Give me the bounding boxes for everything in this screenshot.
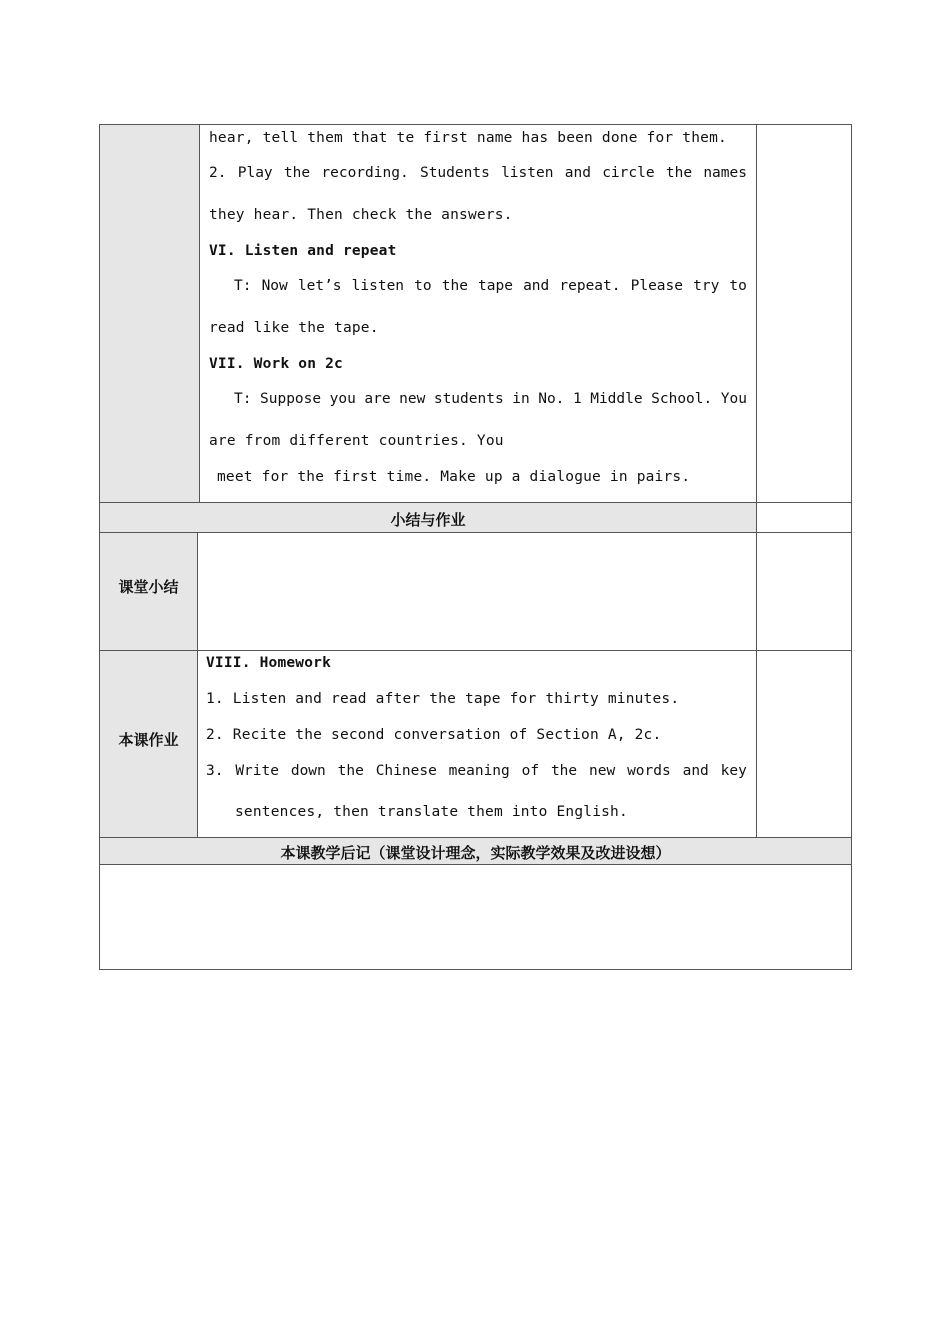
homework-item-3-word: key [720,763,747,779]
work-2c-word: are [364,391,391,407]
work-2c-continuation-1: are from different countries. You [209,433,504,449]
step-2-word: 2. [209,165,227,181]
summary-homework-title: 小结与作业 [390,511,466,529]
homework-item-3-word: meaning [448,763,510,779]
homework-item-3-word: new [589,763,616,779]
work-2c-word: You [720,391,747,407]
listen-repeat-line [234,278,747,294]
class-summary-right-cell [756,532,852,651]
listen-repeat-word: try [693,278,720,294]
listen-repeat-word: Please [630,278,683,294]
homework-right-cell [756,650,852,838]
work-2c-word: students [433,391,504,407]
homework-item-3-word: Write [235,763,279,779]
step-2-line [209,165,747,181]
listen-repeat-word: T: [234,278,252,294]
homework-item-3 [206,763,747,779]
listen-repeat-word: and [523,278,550,294]
work-2c-word: in [512,391,530,407]
section-vi-heading: VI. Listen and repeat [209,243,397,259]
homework-item-2: 2. Recite the second conversation of Section A, 2c. [206,727,662,743]
homework-label-cell [99,650,198,838]
work-2c-word: 1 [572,391,582,407]
listen-repeat-word: listen [351,278,405,294]
step-2-continuation: they hear. Then check the answers. [209,207,513,223]
work-2c-continuation-2: meet for the first time. Make up a dialogue in pairs. [217,469,691,485]
step-2-word: and [564,165,591,181]
step-2-word: Students [419,165,490,181]
summary-header-right-cell [756,502,852,533]
homework-item-3-word: the [337,763,364,779]
work-2c-word: School. [651,391,713,407]
listen-repeat-word: to [729,278,747,294]
homework-item-3-word: down [290,763,326,779]
class-summary-label: 课堂小结 [118,578,179,596]
work-2c-word: T: [234,391,252,407]
homework-item-3-word: Chinese [375,763,437,779]
upper-left-cell [99,124,200,503]
listen-repeat-word: repeat. [559,278,621,294]
class-summary-label-cell [99,532,198,651]
work-2c-word: Suppose [260,391,322,407]
listen-repeat-word: to [414,278,432,294]
step-2-word: the [283,165,311,181]
work-2c-word: you [329,391,356,407]
homework-label: 本课作业 [118,731,179,749]
continued-line: hear, tell them that te first name has been done for them. [209,130,727,146]
homework-item-3-continuation: sentences, then translate them into English. [235,804,628,820]
step-2-word: circle [602,165,655,181]
work-2c-word: new [399,391,426,407]
work-2c-word: No. [538,391,565,407]
step-2-word: the [665,165,693,181]
listen-repeat-word: the [441,278,468,294]
homework-item-3-word: the [550,763,578,779]
listen-repeat-word: tape [478,278,513,294]
homework-content-cell [197,650,757,838]
homework-item-3-word: 3. [206,763,224,779]
upper-content-cell [199,124,757,503]
work-2c-line [234,391,747,407]
listen-repeat-continuation: read like the tape. [209,320,379,336]
summary-homework-header [99,502,757,533]
listen-repeat-word: let’s [297,278,342,294]
step-2-word: listen [501,165,554,181]
reflection-header [99,837,852,865]
step-2-word: recording. [321,165,409,181]
homework-heading: VIII. Homework [206,655,332,671]
reflection-title: 本课教学后记（课堂设计理念，实际教学效果及改进设想） [280,844,671,862]
homework-item-3-word: of [521,763,540,779]
homework-item-3-word: words [627,763,671,779]
section-vii-heading: VII. Work on 2c [209,356,343,372]
step-2-word: names [703,165,747,181]
homework-item-1: 1. Listen and read after the tape for thirty minutes. [206,691,680,707]
work-2c-word: Middle [590,391,643,407]
class-summary-content-cell [197,532,757,651]
upper-right-cell [756,124,852,503]
homework-item-3-word: and [682,763,709,779]
reflection-content-cell [99,864,852,970]
step-2-word: Play [237,165,273,181]
listen-repeat-word: Now [261,278,288,294]
